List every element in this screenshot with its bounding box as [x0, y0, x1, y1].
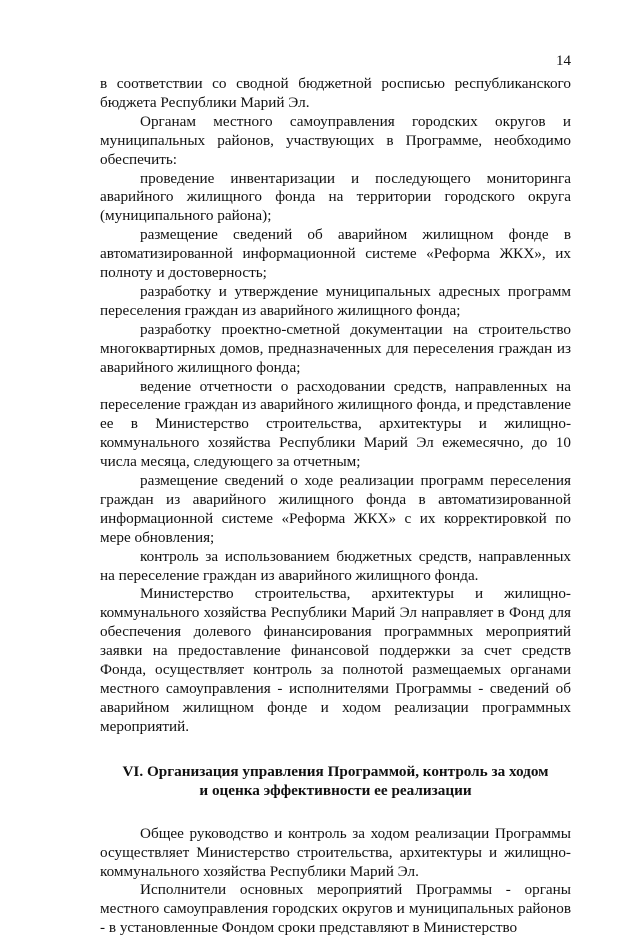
list-item-resettlement-programs: разработку и утверждение муниципальных адресных программ переселения граждан из аварийного жилищного фонда;: [100, 282, 571, 319]
document-body: [100, 75, 571, 938]
section-heading: [100, 762, 571, 800]
list-item-information-system: размещение сведений об аварийном жилищном фонде в автоматизированной информационной системе «Реформа ЖКХ», их полноту и достоверность;: [100, 226, 571, 282]
section-heading-line-1: VI. Организация управления Программой, контроль за ходом: [122, 762, 549, 780]
paragraph-obligations-intro: Органам местного самоуправления городских округов и муниципальных районов, участвующих в Программе, необходимо обеспечить:: [100, 112, 571, 168]
list-item-progress-information: размещение сведений о ходе реализации программ переселения граждан из аварийного жилищного фонда в автоматизированной информационной системе «Реформа ЖКХ» с их корректировкой по мере обновления;: [100, 472, 571, 546]
page-number: 14: [556, 53, 571, 69]
paragraph-continuation: в соответствии со сводной бюджетной росписью республиканского бюджета Республики Марий Эл.: [100, 75, 571, 111]
paragraph-executors: Исполнители основных мероприятий Программы - органы местного самоуправления городских округов и муниципальных районов - в установленные Фондом сроки представляют в Министерство: [100, 881, 571, 937]
section-heading-line-2: и оценка эффективности ее реализации: [199, 781, 472, 799]
paragraph-general-management: Общее руководство и контроль за ходом реализации Программы осуществляет Министерство строительства, архитектуры и жилищно-коммунального хозяйства Республики Марий Эл.: [100, 824, 571, 880]
list-item-budget-control: контроль за использованием бюджетных средств, направленных на переселение граждан из аварийного жилищного фонда.: [100, 547, 571, 584]
list-item-inventory: проведение инвентаризации и последующего мониторинга аварийного жилищного фонда на территории городского округа (муниципального района);: [100, 169, 571, 225]
list-item-reporting: ведение отчетности о расходовании средств, направленных на переселение граждан из аварийного жилищного фонда, и представление ее в Министерство строительства, архитектуры и жилищно-коммунального хозяйства Республики Марий Эл ежемесячно, до 10 числа месяца, следующего за отчетным;: [100, 377, 571, 471]
paragraph-ministry-role: Министерство строительства, архитектуры и жилищно-коммунального хозяйства Республики Марий Эл направляет в Фонд для обеспечения долевого финансирования программных мероприятий заявки на предоставление финансовой поддержки за счет средств Фонда, осуществляет контроль за полнотой размещаемых органами местного самоуправления - исполнителями Программы - сведений об аварийном жилищном фонде и ходом реализации программных мероприятий.: [100, 585, 571, 735]
list-item-design-documentation: разработку проектно-сметной документации на строительство многоквартирных домов, предназначенных для переселения граждан из аварийного жилищного фонда;: [100, 320, 571, 376]
